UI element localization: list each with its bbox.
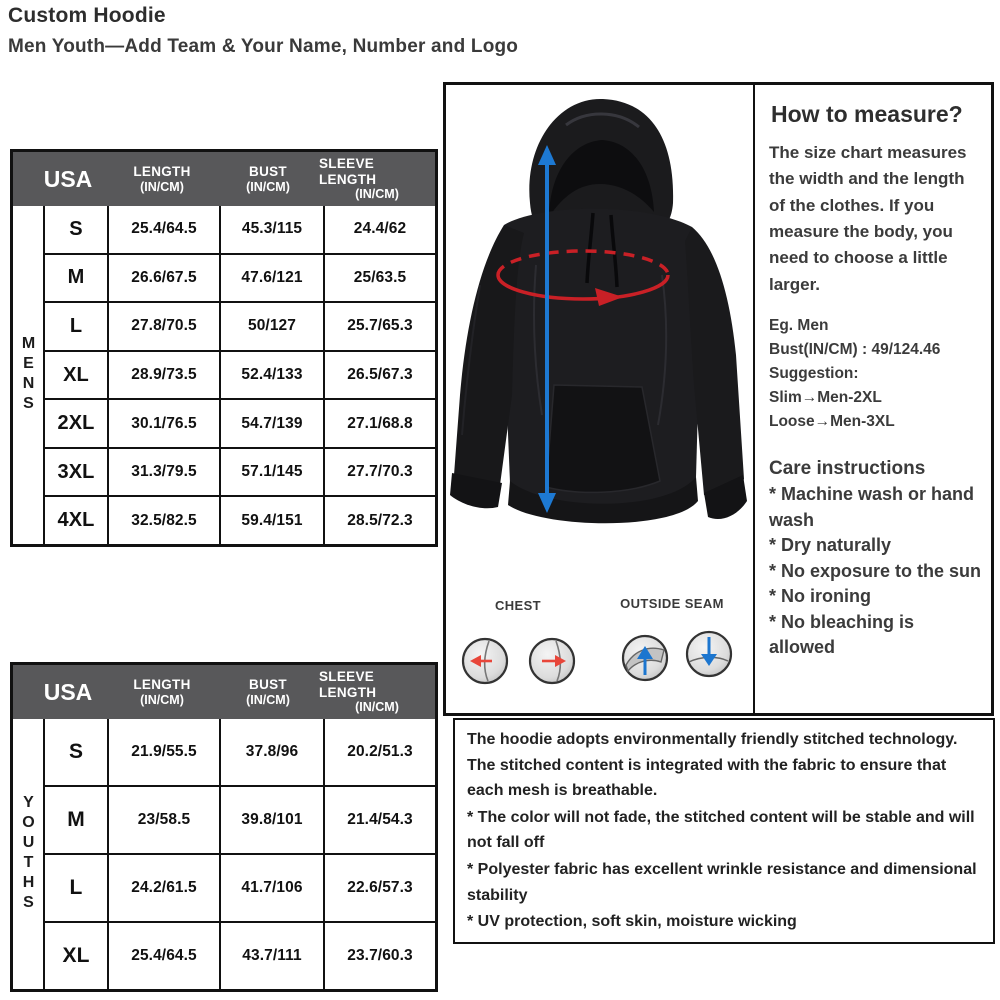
description-paragraph: * UV protection, soft skin, moisture wicking (467, 913, 797, 931)
size-cell: 2XL (57, 412, 95, 435)
care-instruction-item: * No bleaching is allowed (769, 611, 915, 658)
sleeve-cell: 25/63.5 (323, 255, 435, 302)
sleeve-cell: 21.4/54.3 (323, 787, 435, 853)
youth-chart-header (13, 665, 435, 719)
chest-label: CHEST (494, 598, 542, 613)
sleeve-cell: 25.7/65.3 (323, 303, 435, 350)
table-row (45, 447, 435, 496)
youth-header-sleeve (319, 669, 435, 714)
size-cell: S (69, 217, 83, 240)
description-paragraph: The hoodie adopts environmentally friendly stitched technology. The stitched content is integrated with the fabric to ensure that each mesh is breathable. (467, 731, 958, 800)
hoodie-image-panel (446, 85, 755, 713)
length-cell: 24.2/61.5 (107, 855, 219, 921)
page-subtitle: Men Youth—Add Team & Your Name, Number and Logo (8, 36, 519, 57)
how-to-measure-panel (755, 85, 991, 713)
mens-header-length-unit: (IN/CM) (140, 179, 184, 194)
mens-header-sleeve-label: SLEEVE LENGTH (319, 156, 377, 187)
care-instruction-item: * Dry naturally (769, 535, 892, 556)
bust-cell: 54.7/139 (219, 400, 323, 447)
bust-cell: 41.7/106 (219, 855, 323, 921)
table-row (45, 253, 435, 302)
table-row (45, 785, 435, 853)
length-cell: 32.5/82.5 (107, 497, 219, 544)
bust-cell: 45.3/115 (219, 206, 323, 253)
youth-header-usa-label: USA (43, 678, 93, 705)
size-cell: S (68, 740, 84, 763)
measure-box (443, 82, 994, 716)
care-instruction-item: * No ironing (769, 586, 871, 607)
sleeve-cell: 22.6/57.3 (323, 855, 435, 921)
outside-seam-arrow-up-icon (623, 636, 667, 680)
sizing-example-line: Loose→Men-3XL (769, 413, 895, 431)
mens-header-length-label: LENGTH (133, 164, 191, 180)
youth-header-sleeve-unit: (IN/CM) (355, 700, 399, 715)
youth-header-bust-label: BUST (249, 677, 287, 693)
youth-chart-rows (45, 719, 435, 989)
outside-seam-label: OUTSIDE SEAM (620, 596, 724, 611)
youth-group-strip (13, 719, 45, 989)
care-instructions (769, 458, 983, 661)
bust-cell: 47.6/121 (219, 255, 323, 302)
youth-size-chart (10, 662, 438, 992)
size-cell: M (67, 808, 85, 831)
youth-header-length-label: LENGTH (133, 677, 191, 693)
bust-cell: 57.1/145 (219, 449, 323, 496)
care-instruction-item: * Machine wash or hand wash (769, 484, 975, 530)
description-paragraph: * Polyester fabric has excellent wrinkle resistance and dimensional stability (467, 860, 977, 904)
length-cell: 26.6/67.5 (107, 255, 219, 302)
mens-group-strip (13, 206, 45, 544)
youth-header-length-unit: (IN/CM) (140, 692, 184, 707)
length-cell: 25.4/64.5 (107, 206, 219, 253)
youth-group-label: YOUTHS (20, 794, 37, 914)
mens-chart-rows (45, 206, 435, 544)
sleeve-cell: 27.1/68.8 (323, 400, 435, 447)
mens-header-sleeve (319, 156, 435, 201)
description-paragraph: * The color will not fade, the stitched content will be stable and will not fall off (467, 808, 975, 852)
bust-cell: 59.4/151 (219, 497, 323, 544)
size-cell: 3XL (57, 460, 95, 483)
bust-cell: 50/127 (219, 303, 323, 350)
sleeve-cell: 27.7/70.3 (323, 449, 435, 496)
sleeve-cell: 20.2/51.3 (323, 719, 435, 785)
table-row (45, 206, 435, 253)
bust-cell: 43.7/111 (219, 923, 323, 989)
table-row (45, 719, 435, 785)
size-cell: M (67, 266, 85, 289)
youth-header-sleeve-label: SLEEVE LENGTH (319, 669, 377, 700)
youth-chart-body (13, 719, 435, 989)
mens-header-bust-unit: (IN/CM) (246, 179, 290, 194)
size-cell: 4XL (57, 509, 95, 532)
chest-seam-arrow-left-icon (463, 639, 507, 683)
length-cell: 28.9/73.5 (107, 352, 219, 399)
how-to-measure-text: The size chart measures the width and the length of the clothes. If you measure the body, you need to choose a little larger. (769, 143, 967, 294)
chest-seam-arrow-right-icon (530, 639, 574, 683)
sizing-example-line: Eg. Men (769, 317, 829, 335)
size-cell: L (69, 314, 83, 337)
youth-header-usa (13, 679, 107, 705)
product-description-box (453, 718, 995, 944)
page-title: Custom Hoodie (8, 4, 166, 27)
length-cell: 30.1/76.5 (107, 400, 219, 447)
mens-header-bust (217, 164, 319, 194)
mens-header-bust-label: BUST (249, 164, 287, 180)
bust-cell: 37.8/96 (219, 719, 323, 785)
length-cell: 21.9/55.5 (107, 719, 219, 785)
sizing-example-line: Bust(IN/CM) : 49/124.46 (769, 341, 941, 359)
sizing-example-line: Slim→Men-2XL (769, 389, 882, 407)
table-row (45, 350, 435, 399)
sleeve-cell: 26.5/67.3 (323, 352, 435, 399)
hoodie-product-image (446, 85, 753, 590)
sizing-example (769, 314, 983, 434)
table-row (45, 495, 435, 544)
sleeve-cell: 24.4/62 (323, 206, 435, 253)
measure-method-icons (446, 613, 753, 711)
bust-cell: 52.4/133 (219, 352, 323, 399)
table-row (45, 301, 435, 350)
sizing-example-line: Suggestion: (769, 365, 859, 383)
length-cell: 27.8/70.5 (107, 303, 219, 350)
mens-header-length (107, 164, 217, 194)
outside-seam-arrow-down-icon (687, 632, 731, 676)
table-row (45, 921, 435, 989)
mens-chart-header (13, 152, 435, 206)
mens-chart-body (13, 206, 435, 544)
mens-header-sleeve-unit: (IN/CM) (355, 187, 399, 202)
size-cell: XL (63, 363, 89, 386)
youth-header-length (107, 677, 217, 707)
sleeve-cell: 23.7/60.3 (323, 923, 435, 989)
mens-size-chart (10, 149, 438, 547)
mens-header-usa (13, 166, 107, 192)
table-row (45, 853, 435, 921)
care-instructions-heading: Care instructions (769, 458, 926, 480)
how-to-measure-heading: How to measure? (771, 101, 963, 127)
care-instructions-list (769, 482, 983, 661)
mens-header-usa-label: USA (43, 165, 93, 192)
mens-group-label: MENS (20, 335, 37, 415)
size-cell: L (69, 876, 83, 899)
care-instruction-item: * No exposure to the sun (769, 560, 982, 581)
table-row (45, 398, 435, 447)
length-cell: 23/58.5 (107, 787, 219, 853)
length-cell: 25.4/64.5 (107, 923, 219, 989)
youth-header-bust-unit: (IN/CM) (246, 692, 290, 707)
hoodie-pocket (546, 385, 660, 492)
length-cell: 31.3/79.5 (107, 449, 219, 496)
youth-header-bust (217, 677, 319, 707)
size-cell: XL (62, 944, 90, 967)
bust-cell: 39.8/101 (219, 787, 323, 853)
sleeve-cell: 28.5/72.3 (323, 497, 435, 544)
